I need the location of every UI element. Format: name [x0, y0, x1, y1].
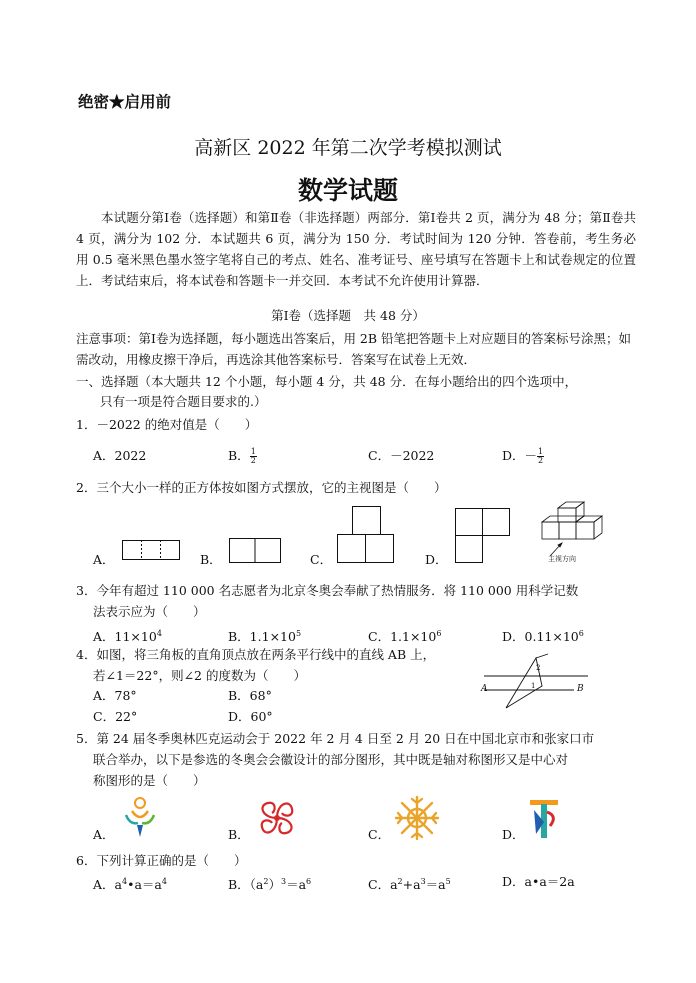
section1-heading-cont: 只有一项是符合题目要求的.）: [100, 394, 267, 409]
q5-emblem-d: [526, 794, 566, 842]
q2-figure-b: [229, 538, 281, 563]
q5-option-d: D．: [502, 827, 525, 842]
exam-title: 高新区 2022 年第二次学考模拟测试: [194, 137, 502, 159]
q2-figure-c: [337, 506, 395, 564]
q5-emblem-a: [118, 795, 162, 839]
q3-option-d: D．$0.11\times 10^6$: [502, 629, 584, 645]
fraction-half: $\frac{1}{2}$: [250, 447, 256, 465]
q6-option-a: A．$a^4•a=a^4$: [93, 877, 167, 893]
q4-stem-2: 若∠1＝22°，则∠2 的度数为（ ）: [93, 668, 306, 683]
view-direction-label: 主视方向: [548, 555, 576, 563]
q3-option-b: B．$1.1\times 10^5$: [228, 629, 302, 645]
q4-label-angle1: 1: [531, 682, 536, 690]
q4-label-a: A: [481, 684, 488, 694]
q3-option-c: C．$1.1\times 10^6$: [368, 629, 442, 645]
q5-option-c: C．: [368, 827, 391, 842]
q4-option-d: D．60°: [228, 709, 273, 724]
q4-option-c: C．22°: [93, 709, 138, 724]
q5-stem-2: 联合举办，以下是参选的冬奥会会徽设计的部分图形，其中既是轴对称图形又是中心对: [93, 752, 569, 767]
part1-title: 第Ⅰ卷（选择题 共 48 分）: [271, 308, 425, 323]
q4-parallel-lines-figure: [478, 652, 598, 712]
q3-option-a: A．$11\times 10^4$: [93, 629, 162, 645]
q1-option-a: A．2022: [93, 448, 147, 463]
q2-figure-a: [122, 540, 180, 560]
intro-paragraph: 本试题分第Ⅰ卷（选择题）和第Ⅱ卷（非选择题）两部分．第Ⅰ卷共 2 页，满分为 48 分；第Ⅱ卷共 4 页，满分为 102 分．本试题共 6 页，满分为 150 分．考试时间为 120 分钟．答卷前，考生务必用 0.5 毫米黑色墨水签字笔将自己的考点、姓名、准考证号、座号填写在答题卡上和试卷规定的位置上．考试结束后，将本试卷和答题卡一并交回．本考试不允许使用计算器．: [76, 210, 636, 288]
q1-stem: 1．－2022 的绝对值是（ ）: [76, 417, 258, 432]
q5-emblem-c: [392, 793, 442, 843]
q4-label-angle2: 2: [536, 664, 541, 672]
section1-heading: 一、选择题（本大题共 12 个小题，每小题 4 分，共 48 分．在每小题给出的四个选项中，: [76, 374, 578, 389]
q5-stem-3: 称图形的是（ ）: [93, 773, 206, 788]
q1-option-b: B． $\frac{1}{2}$: [228, 447, 256, 465]
q1-option-d: D．－ $\frac{1}{2}$: [502, 447, 544, 465]
q2-option-a: A．: [93, 552, 115, 567]
q2-option-d: D．: [425, 552, 448, 567]
q2-option-b: B．: [200, 552, 222, 567]
q1-option-c: C．－2022: [368, 448, 435, 463]
fraction-half: $\frac{1}{2}$: [538, 447, 544, 465]
q4-option-a: A．78°: [93, 688, 137, 703]
q3-stem-2: 法表示应为（ ）: [93, 604, 206, 619]
q6-option-d: D．a•a＝2a: [502, 874, 575, 889]
secret-label: 绝密★启用前: [78, 92, 172, 111]
q5-stem-1: 5．第 24 届冬季奥林匹克运动会于 2022 年 2 月 4 日至 2 月 20 日在中国北京市和张家口市: [76, 731, 595, 746]
subject-title: 数学试题: [297, 176, 398, 205]
q3-stem-1: 3．今年有超过 110 000 名志愿者为北京冬奥会奉献了热情服务．将 110 000 用科学记数: [76, 583, 579, 598]
q4-stem-1: 4．如图，将三角板的直角顶点放在两条平行线中的直线 AB 上，: [76, 647, 436, 662]
q6-option-b: B．$(a^2)^3=a^6$: [228, 877, 312, 893]
q5-emblem-b: [252, 793, 302, 843]
notes-paragraph: 注意事项：第Ⅰ卷为选择题，每小题选出答案后，用 2B 铅笔把答题卡上对应题目的答案标号涂黑；如需改动，用橡皮擦干净后，再选涂其他答案标号．答案写在试卷上无效．: [76, 331, 632, 367]
q2-option-c: C．: [310, 552, 333, 567]
q6-stem: 6．下列计算正确的是（ ）: [76, 853, 247, 868]
q5-option-a: A．: [93, 827, 115, 842]
q4-option-b: B．68°: [228, 688, 272, 703]
q6-option-c: C．$a^2+a^3=a^5$: [368, 877, 451, 893]
q4-label-b: B: [577, 684, 584, 694]
q5-option-b: B．: [228, 827, 250, 842]
q2-figure-d: [455, 508, 511, 564]
q2-stem: 2．三个大小一样的正方体按如图方式摆放，它的主视图是（ ）: [76, 480, 447, 495]
